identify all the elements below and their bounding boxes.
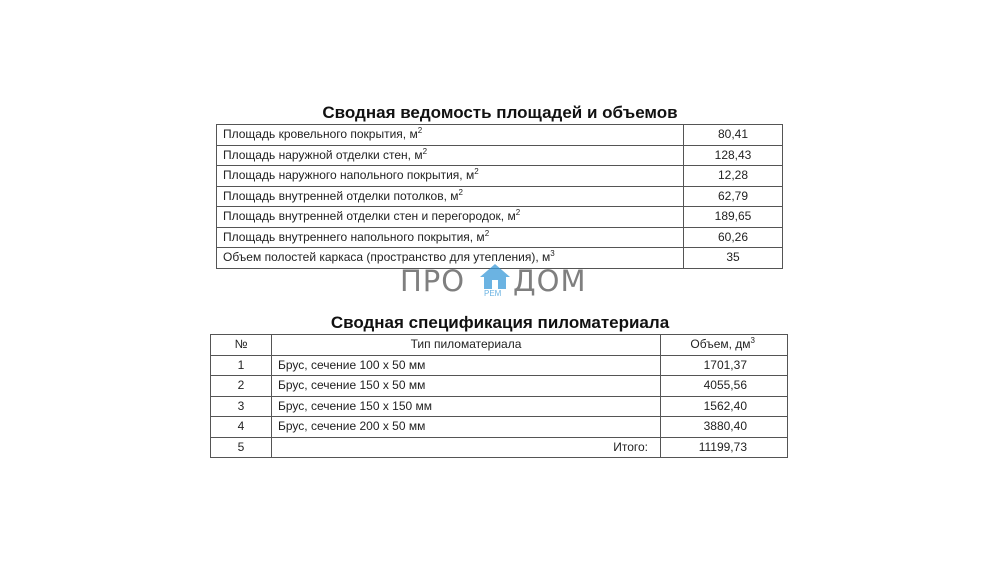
total-num: 5 [211,437,272,458]
logo-text-left: ПРО [400,264,466,298]
row-volume: 4055,56 [661,376,788,397]
house-icon [478,262,512,292]
row-label: Площадь наружной отделки стен, $м^2$ [217,145,684,166]
row-type: Брус, сечение 200 х 50 мм [272,417,661,438]
table-row [211,417,788,438]
header-num: № [211,335,272,356]
table-row [217,166,783,187]
row-volume: 3880,40 [661,417,788,438]
logo-text-right: ДОМ [513,264,587,298]
table-header-row [211,335,788,356]
table-row [211,376,788,397]
table-row [217,186,783,207]
row-value: 62,79 [684,186,783,207]
row-value: 128,43 [684,145,783,166]
row-label: Площадь внутренней отделки потолков, $м^2$ [217,186,684,207]
row-num: 1 [211,355,272,376]
row-volume: 1701,37 [661,355,788,376]
table-row [211,396,788,417]
table-row [217,207,783,228]
header-volume: Объем, $дм^3$ [661,335,788,356]
row-value: 12,28 [684,166,783,187]
header-type: Тип пиломатериала [272,335,661,356]
total-label: Итого: [272,437,661,458]
watermark-logo [400,262,600,306]
table-row [217,125,783,146]
table-row [217,145,783,166]
row-label: Объем полостей каркаса (пространство для утепления), $м^3$ [217,248,684,269]
table-row [217,227,783,248]
table-total-row [211,437,788,458]
areas-table-title: Сводная ведомость площадей и объемов [322,103,678,122]
row-label: Площадь внутреннего напольного покрытия, $м^2$ [217,227,684,248]
total-volume: 11199,73 [661,437,788,458]
logo-small-text: РЕМ [484,289,502,298]
row-label: Площадь внутренней отделки стен и перегородок, $м^2$ [217,207,684,228]
row-label: Площадь наружного напольного покрытия, $м^2$ [217,166,684,187]
row-value: 189,65 [684,207,783,228]
row-volume: 1562,40 [661,396,788,417]
table-row [211,355,788,376]
row-value: 80,41 [684,125,783,146]
lumber-table-title: Сводная спецификация пиломатериала [330,313,670,332]
row-num: 3 [211,396,272,417]
lumber-table [210,334,788,458]
row-value: 60,26 [684,227,783,248]
row-type: Брус, сечение 150 х 50 мм [272,376,661,397]
areas-table [216,124,783,269]
row-type: Брус, сечение 100 х 50 мм [272,355,661,376]
row-label: Площадь кровельного покрытия, $м^2$ [217,125,684,146]
row-num: 4 [211,417,272,438]
row-type: Брус, сечение 150 х 150 мм [272,396,661,417]
row-value: 35 [684,248,783,269]
row-num: 2 [211,376,272,397]
